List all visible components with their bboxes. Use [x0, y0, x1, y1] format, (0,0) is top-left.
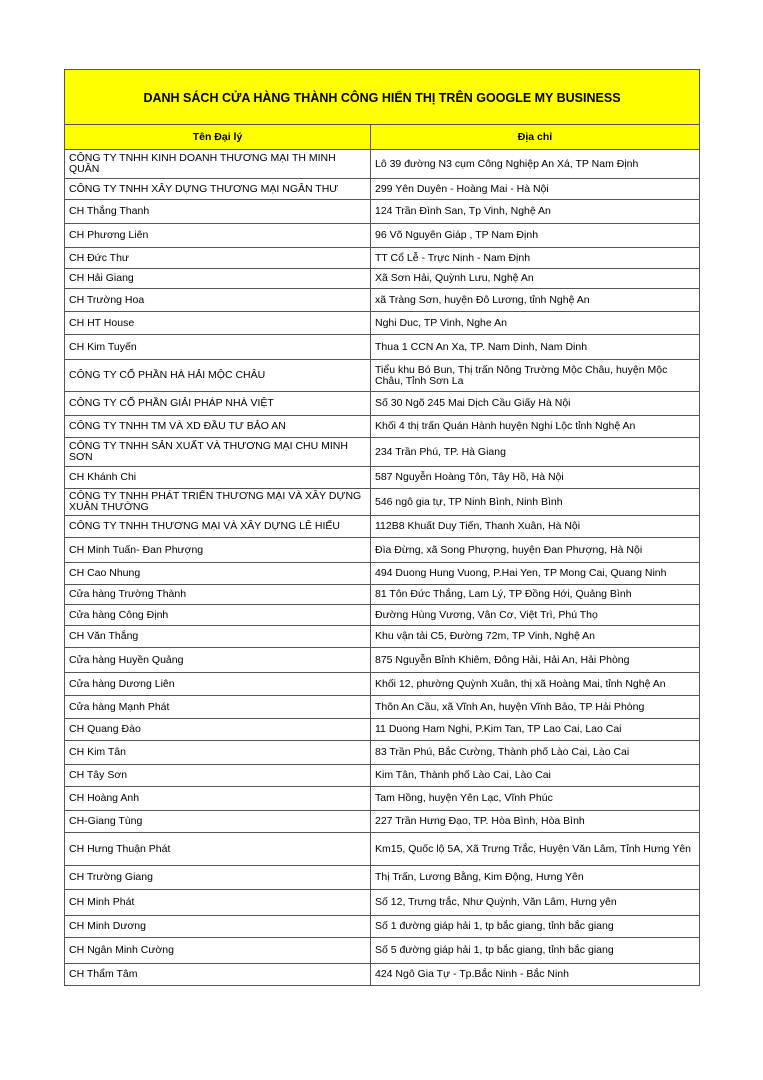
dealer-name-cell: CH Quang Đào	[65, 719, 371, 741]
dealer-name-cell: CH Minh Tuấn- Đan Phượng	[65, 538, 371, 563]
address-cell: Lô 39 đường N3 cụm Công Nghiệp An Xá, TP Nam Định	[371, 150, 700, 179]
dealer-name-cell: CH Tây Sơn	[65, 765, 371, 787]
table-row	[65, 538, 700, 563]
address-cell: 546 ngô gia tự, TP Ninh Bình, Ninh Bình	[371, 489, 700, 516]
dealer-name-cell: CH-Giang Tùng	[65, 811, 371, 833]
dealer-name-cell: CH Minh Dương	[65, 916, 371, 938]
address-cell: Số 30 Ngõ 245 Mai Dịch Cầu Giấy Hà Nội	[371, 392, 700, 416]
address-cell: 112B8 Khuất Duy Tiến, Thanh Xuân, Hà Nội	[371, 516, 700, 538]
dealer-name-cell: CH Phương Liên	[65, 224, 371, 248]
dealer-name-cell: CÔNG TY TNHH XÂY DỰNG THƯƠNG MẠI NGÂN THƯ	[65, 179, 371, 200]
address-cell: Thôn An Cầu, xã Vĩnh An, huyện Vĩnh Bảo, TP Hải Phòng	[371, 696, 700, 719]
address-cell: 96 Võ Nguyên Giáp , TP Nam Định	[371, 224, 700, 248]
dealer-name-cell: CH Trường Giang	[65, 866, 371, 890]
table-row	[65, 289, 700, 312]
address-cell: 875 Nguyễn Bỉnh Khiêm, Đông Hải, Hải An, Hải Phòng	[371, 648, 700, 673]
address-cell: Tiểu khu Bó Bun, Thị trấn Nông Trường Mộc Châu, huyện Mộc Châu, Tỉnh Sơn La	[371, 360, 700, 392]
address-cell: Số 5 đường giáp hải 1, tp bắc giang, tỉnh bắc giang	[371, 938, 700, 964]
table-row	[65, 269, 700, 289]
table-row	[65, 360, 700, 392]
table-row	[65, 563, 700, 585]
address-cell: 81 Tôn Đức Thắng, Lam Lý, TP Đồng Hới, Quảng Bình	[371, 585, 700, 605]
table-row	[65, 938, 700, 964]
dealer-name-cell: CH Hoàng Anh	[65, 787, 371, 811]
address-cell: 124 Trần Đình San, Tp Vinh, Nghệ An	[371, 200, 700, 224]
dealer-name-cell: Cửa hàng Mạnh Phát	[65, 696, 371, 719]
table-row	[65, 833, 700, 866]
table-row	[65, 150, 700, 179]
address-cell: Số 1 đường giáp hải 1, tp bắc giang, tỉnh bắc giang	[371, 916, 700, 938]
dealer-name-cell: Cửa hàng Công Định	[65, 605, 371, 626]
table-row	[65, 964, 700, 986]
address-cell: Đìa Đừng, xã Song Phượng, huyện Đan Phượng, Hà Nội	[371, 538, 700, 563]
dealer-name-cell: CH Minh Phát	[65, 890, 371, 916]
table-row	[65, 719, 700, 741]
dealer-name-cell: CH Kim Tân	[65, 741, 371, 765]
dealer-name-cell: CH Thắng Thanh	[65, 200, 371, 224]
address-cell: Km15, Quốc lộ 5A, Xã Trưng Trắc, Huyện Văn Lâm, Tỉnh Hưng Yên	[371, 833, 700, 866]
table-row	[65, 516, 700, 538]
table-row	[65, 416, 700, 438]
address-cell: Khu vận tải C5, Đường 72m, TP Vinh, Nghệ An	[371, 626, 700, 648]
title-row	[65, 70, 700, 125]
table-row	[65, 916, 700, 938]
store-list-table	[64, 69, 700, 986]
dealer-name-cell: CH Cao Nhung	[65, 563, 371, 585]
column-header-name: Tên Đại lý	[65, 125, 371, 150]
table-row	[65, 489, 700, 516]
table-row	[65, 467, 700, 489]
address-cell: xã Tràng Sơn, huyện Đô Lương, tỉnh Nghệ An	[371, 289, 700, 312]
table-row	[65, 248, 700, 269]
table-body	[65, 150, 700, 986]
table-row	[65, 605, 700, 626]
dealer-name-cell: CÔNG TY TNHH THƯƠNG MẠI VÀ XÂY DỰNG LÊ HIẾU	[65, 516, 371, 538]
address-cell: Thua 1 CCN An Xa, TP. Nam Dinh, Nam Dinh	[371, 335, 700, 360]
table-row	[65, 585, 700, 605]
table-row	[65, 866, 700, 890]
table-row	[65, 890, 700, 916]
table-row	[65, 787, 700, 811]
address-cell: Nghi Duc, TP Vinh, Nghe An	[371, 312, 700, 335]
table-row	[65, 626, 700, 648]
table-row	[65, 312, 700, 335]
header-row	[65, 125, 700, 150]
dealer-name-cell: CÔNG TY TNHH TM VÀ XD ĐẦU TƯ BẢO AN	[65, 416, 371, 438]
address-cell: 11 Duong Ham Nghi, P.Kim Tan, TP Lao Cai, Lao Cai	[371, 719, 700, 741]
dealer-name-cell: CH Đức Thư	[65, 248, 371, 269]
address-cell: 234 Trần Phú, TP. Hà Giang	[371, 438, 700, 467]
table-row	[65, 200, 700, 224]
dealer-name-cell: CH Ngân Minh Cường	[65, 938, 371, 964]
dealer-name-cell: CH Trường Hoa	[65, 289, 371, 312]
dealer-name-cell: CÔNG TY TNHH KINH DOANH THƯƠNG MẠI TH MINH QUÂN	[65, 150, 371, 179]
dealer-name-cell: CÔNG TY CỔ PHẦN HÀ HẢI MỘC CHÂU	[65, 360, 371, 392]
table-row	[65, 392, 700, 416]
table-row	[65, 811, 700, 833]
address-cell: TT Cổ Lễ - Trực Ninh - Nam Định	[371, 248, 700, 269]
dealer-name-cell: Cửa hàng Trường Thành	[65, 585, 371, 605]
dealer-name-cell: CH Khánh Chi	[65, 467, 371, 489]
address-cell: Đường Hùng Vương, Vân Cơ, Việt Trì, Phú Thọ	[371, 605, 700, 626]
dealer-name-cell: CÔNG TY TNHH PHÁT TRIỂN THƯƠNG MẠI VÀ XÂY DỰNG XUÂN THƯỜNG	[65, 489, 371, 516]
address-cell: 494 Duong Hung Vuong, P.Hai Yen, TP Mong Cai, Quang Ninh	[371, 563, 700, 585]
dealer-name-cell: CH Kim Tuyến	[65, 335, 371, 360]
table-row	[65, 673, 700, 696]
dealer-name-cell: Cửa hàng Dương Liên	[65, 673, 371, 696]
address-cell: 424 Ngô Gia Tự - Tp.Bắc Ninh - Bắc Ninh	[371, 964, 700, 986]
address-cell: Thị Trấn, Lương Bằng, Kim Động, Hưng Yên	[371, 866, 700, 890]
dealer-name-cell: CÔNG TY CỔ PHẦN GIẢI PHÁP NHÀ VIỆT	[65, 392, 371, 416]
dealer-name-cell: CH HT House	[65, 312, 371, 335]
dealer-name-cell: CH Thẩm Tâm	[65, 964, 371, 986]
dealer-name-cell: CH Hưng Thuận Phát	[65, 833, 371, 866]
dealer-name-cell: Cửa hàng Huyền Quảng	[65, 648, 371, 673]
address-cell: Số 12, Trưng trắc, Như Quỳnh, Văn Lâm, Hưng yên	[371, 890, 700, 916]
address-cell: Kim Tân, Thành phố Lào Cai, Lào Cai	[371, 765, 700, 787]
dealer-name-cell: CH Hải Giang	[65, 269, 371, 289]
address-cell: Khối 12, phường Quỳnh Xuân, thị xã Hoàng Mai, tỉnh Nghệ An	[371, 673, 700, 696]
table-row	[65, 765, 700, 787]
address-cell: 587 Nguyễn Hoàng Tôn, Tây Hồ, Hà Nội	[371, 467, 700, 489]
address-cell: 227 Trần Hưng Đạo, TP. Hòa Bình, Hòa Bình	[371, 811, 700, 833]
table-row	[65, 335, 700, 360]
table-row	[65, 179, 700, 200]
table-row	[65, 438, 700, 467]
address-cell: Tam Hồng, huyện Yên Lạc, Vĩnh Phúc	[371, 787, 700, 811]
column-header-address: Địa chỉ	[371, 125, 700, 150]
table-title: DANH SÁCH CỬA HÀNG THÀNH CÔNG HIỂN THỊ TRÊN GOOGLE MY BUSINESS	[65, 70, 700, 125]
address-cell: Xã Sơn Hải, Quỳnh Lưu, Nghệ An	[371, 269, 700, 289]
address-cell: Khối 4 thị trấn Quán Hành huyện Nghi Lộc tỉnh Nghệ An	[371, 416, 700, 438]
address-cell: 299 Yên Duyên - Hoàng Mai - Hà Nội	[371, 179, 700, 200]
dealer-name-cell: CH Văn Thắng	[65, 626, 371, 648]
table-row	[65, 696, 700, 719]
table-row	[65, 741, 700, 765]
table-row	[65, 224, 700, 248]
dealer-name-cell: CÔNG TY TNHH SẢN XUẤT VÀ THƯƠNG MẠI CHU MINH SƠN	[65, 438, 371, 467]
address-cell: 83 Trần Phú, Bắc Cường, Thành phố Lào Cai, Lào Cai	[371, 741, 700, 765]
table-row	[65, 648, 700, 673]
